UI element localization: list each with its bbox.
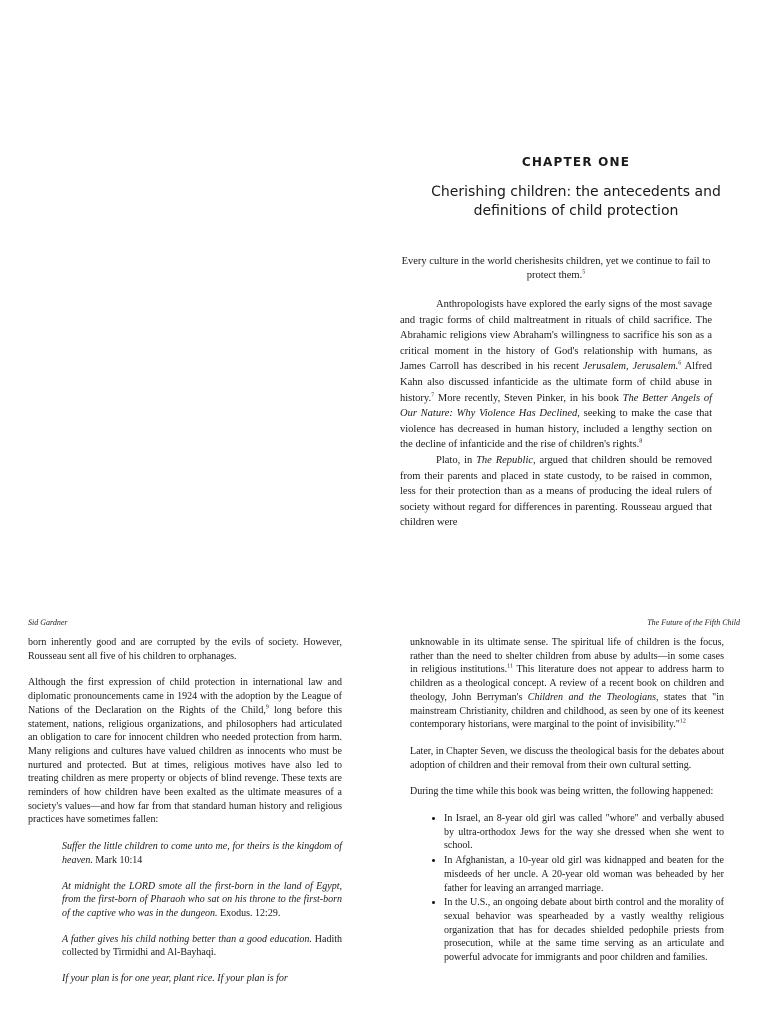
italic-text: The Republic, (476, 454, 536, 466)
text-run: states that "in mainstream Christianity, children and childhood, as seen by one of its keenest contemporary historians, were marginal to the point of invisibility." (410, 691, 724, 731)
right-page (384, 606, 768, 1024)
quote-text: At midnight the LORD smote all the first-born in the land of Egypt, from the first-born of Pharaoh who sat on his throne to the first-born of the captive who was in the dungeon. (62, 880, 342, 919)
footnote-ref: 12 (679, 718, 686, 725)
text-run: argued that children should be removed from their parents and placed in state custody, to be raised in common, less for their protection than as a means of producing the ideal rulers of society without regard for differences in parenting. Rousseau argued that children were (400, 454, 712, 529)
running-head-title: The Future of the Fifth Child (647, 618, 740, 627)
italic-text: Children and the Theologians, (527, 691, 659, 703)
quote-text: A father gives his child nothing better than a good education. (62, 933, 312, 945)
italic-text: Jerusalem, Jerusalem. (582, 361, 679, 373)
chapter-label: CHAPTER ONE (521, 155, 631, 169)
quote-block (62, 972, 342, 986)
intro-paragraph-1 (400, 297, 712, 453)
text-run: More recently, Steven Pinker, in his book (434, 392, 623, 404)
right-paragraph-2 (410, 745, 724, 772)
epigraph (400, 255, 712, 283)
quote-source: Exodus. 12:29. (217, 907, 281, 919)
list-item: • In Afghanistan, a 10-year old girl was kidnapped and beaten for the misdeeds of her uncle. A 20-year old woman was beheaded by her father for leaving an arranged marriage. (444, 854, 724, 895)
right-paragraph-3 (410, 785, 724, 799)
chapter-title: Cherishing children: the antecedents and definitions of child protection (431, 184, 721, 219)
scripture-quotes (28, 840, 342, 986)
text-run: Plato, in (436, 454, 477, 466)
text-run: born inherently good and are corrupted by the evils of society. However, Rousseau sent all five of his children to orphanages. (28, 637, 342, 662)
text-run: During the time while this book was being written, the following happened: (410, 786, 714, 798)
quote-source: Hadith collected by Tirmidhi and Al-Bayhaqi. (62, 933, 342, 959)
quote-source: Mark 10:14 (92, 854, 143, 866)
running-head-author: Sid Gardner (28, 618, 68, 627)
footnote-ref: 9 (265, 704, 269, 711)
left-page-body (28, 636, 342, 998)
right-paragraph-1 (410, 636, 724, 732)
text-run: seeking to make the case that violence has decreased in human history, included a lengthy section on the decline of infanticide and the rise of children's rights. (400, 408, 712, 451)
left-paragraph-1 (28, 636, 342, 663)
text-run: Although the first expression of child protection in international law and diplomatic pronouncements came in 1924 with the adoption by the League of Nations of the Declaration on the Rights of the Child, (28, 677, 342, 716)
text-run: Later, in Chapter Seven, we discuss the theological basis for the debates about adoption of children and their removal from their own cultural setting. (410, 745, 724, 771)
text-run: Anthropologists have explored the early signs of the most savage and tragic forms of child maltreatment in rituals of child sacrifice. The Abrahamic religions view Abraham's willingness to sacrifice his son as a critical moment in the history of God's relationship with humans, as James Carroll has described in his recent (400, 299, 712, 373)
quote-block (62, 880, 342, 921)
quote-block (62, 840, 342, 867)
intro-paragraph-2 (400, 453, 712, 531)
quote-text: If your plan is for one year, plant rice. If your plan is for (62, 973, 288, 985)
quote-text: Suffer the little children to come unto me, for theirs is the kingdom of heaven. (62, 841, 342, 866)
epigraph-text: Every culture in the world cherishesits children, yet we continue to fail to protect them. (401, 256, 711, 281)
italic-text: The Better Angels of Our Nature: Why Violence Has Declined, (400, 392, 712, 420)
list-item: • In Israel, an 8-year old girl was called "whore" and verbally abused by ultra-orthodox Jews for the way she dressed when she went to school. (444, 812, 724, 853)
events-list (410, 812, 724, 965)
left-page (0, 606, 384, 1024)
text-run: This literature does not appear to address harm to children as a theological concept. A review of a recent book on children and theology, John Berryman's (410, 664, 724, 703)
chapter-intro-body (400, 297, 712, 531)
footnote-ref: 11 (507, 664, 513, 671)
left-paragraph-2 (28, 676, 342, 827)
list-item: • In the U.S., an ongoing debate about birth control and the morality of sexual behavior was spearheaded by a vastly wealthy religious organization that has for decades shielded pedophile priests from prosecution, while at the same time serving as an articulate and powerful advocate for immigrants and poor children and families. (444, 896, 724, 965)
text-run: long before this statement, nations, religious organizations, and philosophers had articulated an obligation to care for innocent children who needed protection from harm. Many religions and cultures have valued children as innocents who must be nurtured and protected. But at times, religious motives have also led to treating children as mere property or objects of blind revenge. These texts are reminders of how children have been exalted as the ultimate measures of a society's values—and how far from that standard human history and religious practices have sometimes fallen: (28, 704, 343, 826)
footnote-ref: 7 (431, 392, 435, 399)
quote-block (62, 933, 342, 960)
footnote-ref: 8 (639, 438, 643, 445)
epigraph-footnote-ref: 5 (582, 269, 586, 276)
text-run: unknowable in its ultimate sense. The spiritual life of children is the focus, rather than the need to shelter children from abuse by adults—in some cases in religious institutions. (410, 637, 724, 676)
right-page-body (410, 636, 724, 966)
footnote-ref: 6 (678, 360, 682, 367)
text-run: Alfred Kahn also discussed infanticide as the ultimate form of child abuse in history. (400, 361, 712, 404)
